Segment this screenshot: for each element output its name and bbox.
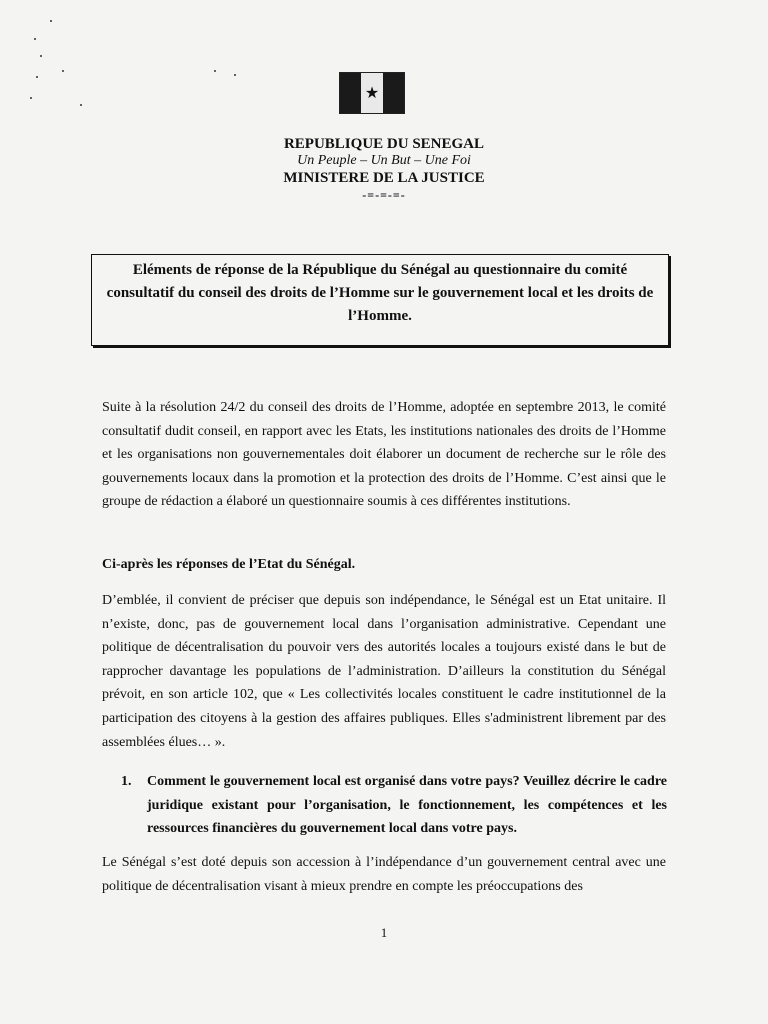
national-motto: Un Peuple – Un But – Une Foi	[297, 153, 471, 168]
senegal-flag	[339, 72, 405, 114]
header-separator: -=-=-=-	[362, 188, 406, 202]
ministry-name: MINISTERE DE LA JUSTICE	[283, 170, 485, 186]
flag-band-left	[340, 73, 361, 113]
responses-heading: Ci-après les réponses de l’Etat du Sénégal.	[102, 557, 356, 572]
scan-speck	[80, 104, 82, 106]
flag-band-center	[361, 73, 382, 113]
question-text: Comment le gouvernement local est organisé dans votre pays? Veuillez décrire le cadre juridique existant pour l’organisation, le fonctionnement, les compétences et les ressources financières du gouvernement local dans votre pays.	[147, 774, 667, 837]
scan-speck	[62, 70, 64, 72]
document-title-box	[91, 254, 669, 346]
scan-speck	[34, 38, 36, 40]
intro-paragraph: Suite à la résolution 24/2 du conseil des droits de l’Homme, adoptée en septembre 2013, le comité consultatif dudit conseil, en rapport avec les Etats, les institutions nationales des droits de l’Homme et les organisations non gouvernementales doit élaborer un document de recherche sur le rôle des gouvernements locaux dans la promotion et la protection des droits de l’Homme. C’est ainsi que le groupe de rédaction a élaboré un questionnaire soumis à ces différentes institutions.	[102, 400, 666, 510]
star-icon: ★	[364, 83, 380, 102]
document-title: Eléments de réponse de la République du Sénégal au questionnaire du comité consultatif du conseil des droits de l’Homme sur le gouvernement local et les droits de l’Homme.	[106, 262, 654, 324]
page-number: 1	[380, 925, 388, 940]
scan-speck	[234, 74, 236, 76]
flag-band-right	[383, 73, 404, 113]
scan-speck	[214, 70, 216, 72]
question-1	[121, 770, 667, 841]
question-number: 1.	[121, 774, 132, 789]
answer-1-paragraph: Le Sénégal s’est doté depuis son accession à l’indépendance d’un gouvernement central avec une politique de décentralisation visant à mieux prendre en compte les préoccupations des	[102, 855, 666, 894]
scan-speck	[30, 97, 32, 99]
country-name: REPUBLIQUE DU SENEGAL	[283, 136, 485, 152]
scan-speck	[50, 20, 52, 22]
scan-speck	[36, 76, 38, 78]
context-paragraph: D’emblée, il convient de préciser que depuis son indépendance, le Sénégal est un Etat unitaire. Il n’existe, donc, pas de gouvernement local dans l’organisation administrative. Cependant une politique de décentralisation du pouvoir vers des autorités locales a toujours existé dans le but de rapprocher davantage les populations de l’administration. D’ailleurs la constitution du Sénégal prévoit, en son article 102, que « Les collectivités locales constituent le cadre institutionnel de la participation des citoyens à la gestion des affaires publiques. Elles s'administrent librement par des assemblées élues… ».	[102, 593, 666, 750]
scan-speck	[40, 55, 42, 57]
